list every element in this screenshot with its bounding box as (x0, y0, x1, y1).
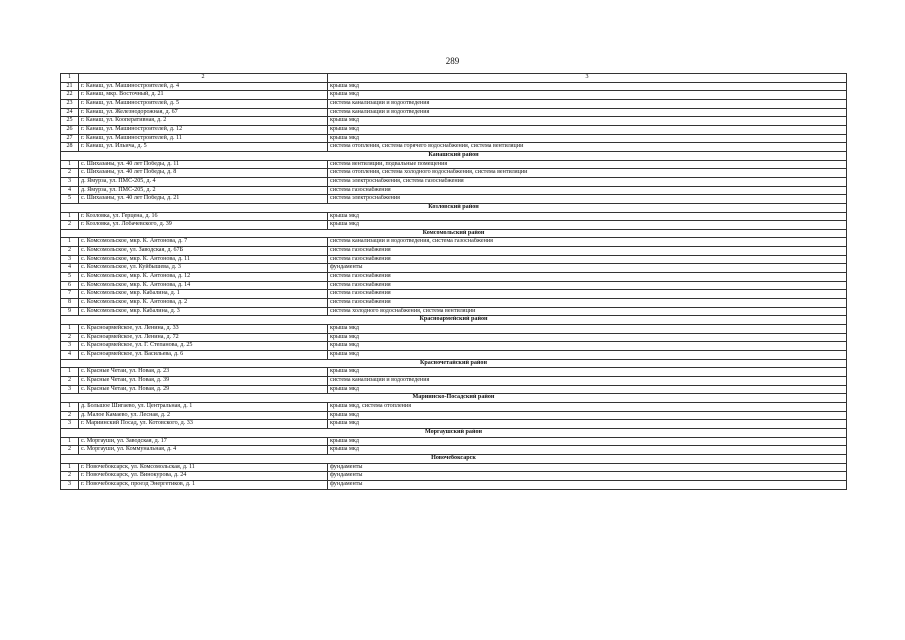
section-title: Моргаушский район (61, 428, 847, 437)
table-row (61, 463, 847, 472)
section-row (61, 359, 847, 368)
row-work-type: система газоснабжения (328, 299, 847, 308)
row-work-type: крыша мкд (328, 411, 847, 420)
row-address: с. Комсомольское, мкр. Кабалина, д. 3 (79, 307, 328, 316)
row-number: 4 (61, 264, 79, 273)
row-number: 1 (61, 402, 79, 411)
row-work-type: система канализации и водоотведения (328, 99, 847, 108)
row-number: 3 (61, 342, 79, 351)
table-row (61, 108, 847, 117)
row-address: г. Новочебоксарск, проезд Энергетиков, д. 1 (79, 480, 328, 489)
row-address: с. Комсомольское, ул. Заводская, д. 67Б (79, 247, 328, 256)
row-work-type: система холодного водоснабжения, система вентиляции (328, 307, 847, 316)
table-row (61, 333, 847, 342)
row-address: с. Комсомольское, мкр. К. Антонова, д. 14 (79, 281, 328, 290)
row-number: 1 (61, 238, 79, 247)
row-number: 21 (61, 82, 79, 91)
row-number: 1 (61, 437, 79, 446)
row-work-type: крыша мкд (328, 368, 847, 377)
table-row (61, 195, 847, 204)
table-row (61, 299, 847, 308)
table-row (61, 169, 847, 178)
row-number: 8 (61, 299, 79, 308)
row-number: 5 (61, 273, 79, 282)
row-work-type: крыша мкд (328, 446, 847, 455)
row-number: 3 (61, 385, 79, 394)
row-work-type: фундаменты (328, 463, 847, 472)
row-number: 1 (61, 212, 79, 221)
table-row (61, 368, 847, 377)
row-address: г. Канаш, ул. Машиностроителей, д. 5 (79, 99, 328, 108)
section-row (61, 394, 847, 403)
row-address: г. Канаш, ул. Машиностроителей, д. 12 (79, 125, 328, 134)
row-work-type: крыша мкд (328, 325, 847, 334)
section-row (61, 316, 847, 325)
table-row (61, 99, 847, 108)
row-work-type: система газоснабжения (328, 290, 847, 299)
row-work-type: система канализации и водоотведения (328, 376, 847, 385)
row-work-type: система вентиляции, подвальные помещения (328, 160, 847, 169)
section-title: Красноармейский район (61, 316, 847, 325)
table-row (61, 437, 847, 446)
table-row (61, 480, 847, 489)
row-work-type: система газоснабжения (328, 281, 847, 290)
row-work-type: крыша мкд, система отопления (328, 402, 847, 411)
row-work-type: система электроснабжения (328, 195, 847, 204)
header-col-3: 3 (328, 74, 847, 83)
section-title: Козловский район (61, 203, 847, 212)
row-work-type: система отопления, система холодного водоснабжения, система вентиляции (328, 169, 847, 178)
row-number: 1 (61, 368, 79, 377)
row-address: д. Ямурза, ул. ПМС-205, д. 2 (79, 186, 328, 195)
row-number: 7 (61, 290, 79, 299)
row-number: 23 (61, 99, 79, 108)
row-number: 25 (61, 117, 79, 126)
row-number: 2 (61, 472, 79, 481)
row-address: с. Красные Четаи, ул. Новая, д. 23 (79, 368, 328, 377)
section-title: Комсомольский район (61, 229, 847, 238)
table-row (61, 238, 847, 247)
row-work-type: система канализации и водоотведения, система газоснабжения (328, 238, 847, 247)
row-number: 3 (61, 255, 79, 264)
row-address: с. Комсомольское, мкр. К. Антонова, д. 7 (79, 238, 328, 247)
table-row (61, 472, 847, 481)
row-work-type: система газоснабжения (328, 255, 847, 264)
table-row (61, 290, 847, 299)
row-address: г. Мариинский Посад, ул. Котовского, д. 33 (79, 420, 328, 429)
row-address: с. Моргауши, ул. Коммунальная, д. 4 (79, 446, 328, 455)
row-number: 1 (61, 463, 79, 472)
row-address: д. Малое Камаево, ул. Лесная, д. 2 (79, 411, 328, 420)
row-address: с. Комсомольское, мкр. К. Антонова, д. 12 (79, 273, 328, 282)
table-row (61, 186, 847, 195)
row-number: 24 (61, 108, 79, 117)
row-number: 27 (61, 134, 79, 143)
row-address: с. Красноармейское, ул. Г. Степанова, д. 25 (79, 342, 328, 351)
row-work-type: крыша мкд (328, 342, 847, 351)
row-number: 2 (61, 411, 79, 420)
header-col-2: 2 (79, 74, 328, 83)
row-work-type: крыша мкд (328, 212, 847, 221)
register-table (60, 73, 847, 490)
table-row (61, 143, 847, 152)
table-row (61, 376, 847, 385)
row-work-type: система электроснабжения, система газоснабжения (328, 177, 847, 186)
row-address: г. Канаш, ул. Кооперативная, д. 2 (79, 117, 328, 126)
table-row (61, 281, 847, 290)
row-work-type: крыша мкд (328, 351, 847, 360)
row-work-type: система отопления, система горячего водоснабжения, система вентиляции (328, 143, 847, 152)
row-address: с. Комсомольское, мкр. К. Антонова, д. 2 (79, 299, 328, 308)
row-work-type: крыша мкд (328, 437, 847, 446)
table-row (61, 307, 847, 316)
row-work-type: фундаменты (328, 264, 847, 273)
row-number: 2 (61, 446, 79, 455)
row-number: 3 (61, 177, 79, 186)
table-row (61, 325, 847, 334)
row-work-type: фундаменты (328, 480, 847, 489)
row-number: 4 (61, 186, 79, 195)
row-address: г. Козловка, ул. Лобачевского, д. 39 (79, 221, 328, 230)
table-row (61, 134, 847, 143)
row-address: г. Козловка, ул. Герцена, д. 16 (79, 212, 328, 221)
row-number: 2 (61, 376, 79, 385)
row-address: с. Красноармейское, ул. Васильева, д. 6 (79, 351, 328, 360)
table-row (61, 160, 847, 169)
row-address: д. Большое Шигаево, ул. Центральная, д. 1 (79, 402, 328, 411)
row-work-type: крыша мкд (328, 91, 847, 100)
row-number: 4 (61, 351, 79, 360)
row-number: 1 (61, 325, 79, 334)
row-address: с. Красноармейское, ул. Ленина, д. 72 (79, 333, 328, 342)
row-address: с. Комсомольское, мкр. Кабалина, д. 1 (79, 290, 328, 299)
row-number: 1 (61, 160, 79, 169)
section-row (61, 454, 847, 463)
row-address: с. Моргауши, ул. Заводская, д. 17 (79, 437, 328, 446)
table-row (61, 212, 847, 221)
row-work-type: крыша мкд (328, 333, 847, 342)
section-title: Красночетайский район (61, 359, 847, 368)
section-row (61, 203, 847, 212)
row-work-type: крыша мкд (328, 420, 847, 429)
table-row (61, 117, 847, 126)
row-address: г. Канаш, ул. Машиностроителей, д. 11 (79, 134, 328, 143)
row-address: с. Шихазаны, ул. 40 лет Победы, д. 11 (79, 160, 328, 169)
row-number: 9 (61, 307, 79, 316)
section-row (61, 229, 847, 238)
row-address: с. Шихазаны, ул. 40 лет Победы, д. 8 (79, 169, 328, 178)
section-title: Мариинско-Посадский район (61, 394, 847, 403)
row-number: 5 (61, 195, 79, 204)
row-address: г. Канаш, ул. Железнодорожная, д. 67 (79, 108, 328, 117)
row-address: с. Шихазаны, ул. 40 лет Победы, д. 21 (79, 195, 328, 204)
page-number: 289 (445, 56, 460, 66)
row-number: 2 (61, 221, 79, 230)
row-address: г. Новочебоксарск, ул. Комсомольская, д. 11 (79, 463, 328, 472)
table-row (61, 264, 847, 273)
row-address: с. Комсомольское, ул. Куйбышева, д. 3 (79, 264, 328, 273)
section-row (61, 151, 847, 160)
row-number: 2 (61, 333, 79, 342)
row-work-type: крыша мкд (328, 385, 847, 394)
row-work-type: система газоснабжения (328, 273, 847, 282)
table-row (61, 221, 847, 230)
table-row (61, 446, 847, 455)
table-row (61, 273, 847, 282)
row-work-type: крыша мкд (328, 221, 847, 230)
row-number: 26 (61, 125, 79, 134)
table-row (61, 351, 847, 360)
row-address: г. Канаш, ул. Ильича, д. 5 (79, 143, 328, 152)
table-row (61, 402, 847, 411)
row-work-type: крыша мкд (328, 125, 847, 134)
row-number: 3 (61, 480, 79, 489)
table-row (61, 420, 847, 429)
table-row (61, 125, 847, 134)
row-number: 3 (61, 420, 79, 429)
row-work-type: система газоснабжения (328, 186, 847, 195)
row-address: г. Канаш, мкр. Восточный, д. 21 (79, 91, 328, 100)
row-number: 28 (61, 143, 79, 152)
row-address: с. Красные Четаи, ул. Новая, д. 39 (79, 376, 328, 385)
table-row (61, 91, 847, 100)
row-number: 2 (61, 247, 79, 256)
row-address: с. Красные Четаи, ул. Новая, д. 29 (79, 385, 328, 394)
row-address: с. Красноармейское, ул. Ленина, д. 33 (79, 325, 328, 334)
table-row (61, 82, 847, 91)
row-work-type: крыша мкд (328, 82, 847, 91)
table-row (61, 247, 847, 256)
row-number: 6 (61, 281, 79, 290)
header-col-1: 1 (61, 74, 79, 83)
table-row (61, 385, 847, 394)
row-work-type: крыша мкд (328, 117, 847, 126)
section-row (61, 428, 847, 437)
table-row (61, 255, 847, 264)
row-work-type: система канализации и водоотведения (328, 108, 847, 117)
row-work-type: крыша мкд (328, 134, 847, 143)
table-row (61, 411, 847, 420)
row-address: с. Комсомольское, мкр. К. Антонова, д. 11 (79, 255, 328, 264)
row-address: д. Ямурза, ул. ПМС-205, д. 4 (79, 177, 328, 186)
table-row (61, 177, 847, 186)
row-work-type: система газоснабжения (328, 247, 847, 256)
row-address: г. Новочебоксарск, ул. Винокурова, д. 24 (79, 472, 328, 481)
table-row (61, 342, 847, 351)
section-title: Новочебоксарск (61, 454, 847, 463)
table-header-row (61, 74, 847, 83)
row-number: 2 (61, 169, 79, 178)
row-work-type: фундаменты (328, 472, 847, 481)
row-address: г. Канаш, ул. Машиностроителей, д. 4 (79, 82, 328, 91)
row-number: 22 (61, 91, 79, 100)
section-title: Канашский район (61, 151, 847, 160)
